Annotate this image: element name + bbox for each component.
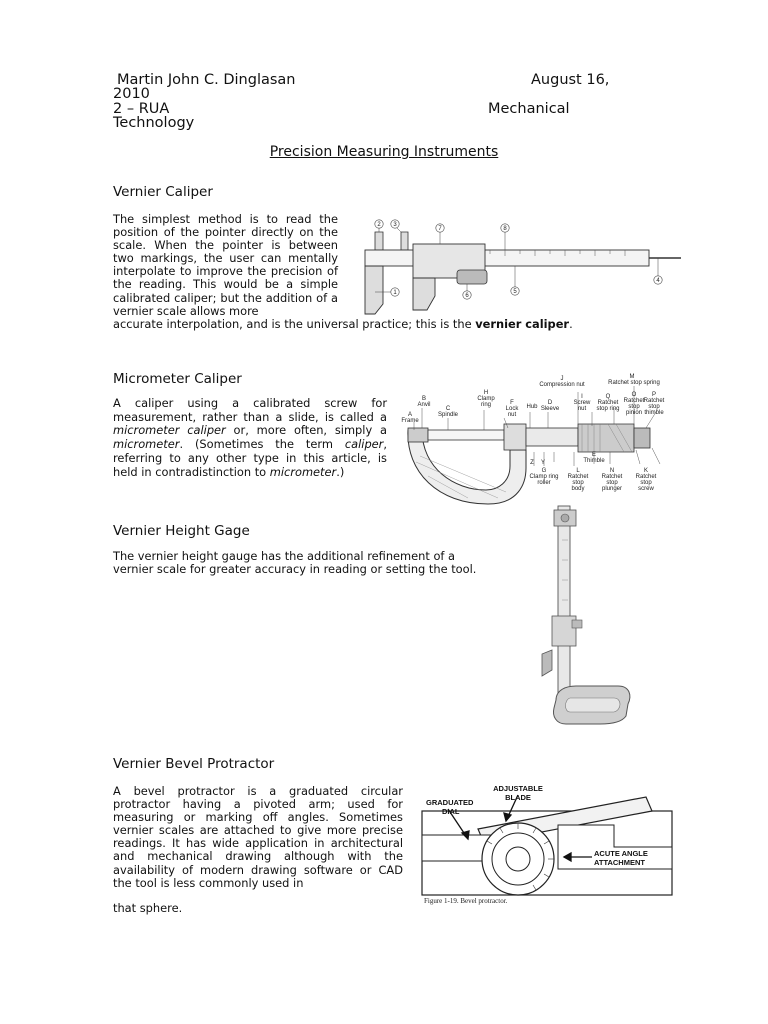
mic-label-thimble-p: thimble (644, 410, 664, 416)
mic-label-i: I (581, 394, 583, 400)
mic-label-stop-l: stop (572, 480, 584, 486)
mic-label-thimble: Thimble (583, 458, 605, 464)
vernier-caliper-text-narrow: The simplest method is to read the position of the pointer directly on the scale. When the pointer is between two markings, the user can mentally interpolate to improve the precision of the reading. This would be a simple calibrated caliper; but the addition of a vernier scale allows more (113, 212, 338, 318)
callout-3: 3 (393, 222, 397, 228)
mic-label-frame: Frame (401, 418, 419, 424)
micrometer-term-2: micrometer (113, 437, 180, 452)
mic-label-screw: Screw (573, 400, 591, 406)
micrometer-text (113, 397, 387, 479)
mic-label-plunger: plunger (601, 486, 623, 492)
mic-label-ratchet-o: Ratchet (623, 398, 645, 404)
micrometer-text-2: or, more often, simply a (225, 423, 387, 438)
mic-label-k: K (643, 468, 649, 474)
height-gage-text: The vernier height gauge has the additional refinement of a vernier scale for greater accuracy in reading or setting the tool. (113, 549, 477, 577)
prot-label-attachment: ATTACHMENT (594, 858, 645, 867)
mic-label-l: L (576, 468, 580, 474)
mic-label-stopring: stop ring (596, 406, 620, 412)
mic-label-ratchet-p: Ratchet (643, 398, 665, 404)
callout-5: 5 (513, 289, 517, 295)
mic-label-z: Z (530, 460, 534, 466)
mic-label-ratchet-n: Ratchet (601, 474, 623, 480)
prot-label-graduated: GRADUATED (426, 798, 474, 807)
mic-label-stop-p: stop (648, 404, 660, 410)
course-line2: Technology (113, 115, 195, 131)
document-title: Precision Measuring Instruments (269, 144, 499, 160)
mic-label-hub: Hub (526, 404, 538, 410)
mic-label-lock: Lock (505, 406, 519, 412)
mic-label-y: Y (540, 460, 546, 466)
mic-label-j: J (560, 376, 564, 382)
micrometer-text-5: .) (336, 464, 345, 479)
prot-label-adjustable: ADJUSTABLE (493, 784, 543, 793)
mic-label-screw-nut: nut (577, 406, 587, 412)
mic-label-ratchet-k: Ratchet (635, 474, 657, 480)
vernier-caliper-figure (345, 218, 685, 318)
heading-vernier-caliper: Vernier Caliper (113, 184, 213, 200)
mic-label-roller: roller (537, 480, 551, 486)
vernier-caliper-text-end: . (569, 317, 573, 331)
mic-label-clamp: Clamp (477, 396, 495, 402)
vernier-caliper-text (113, 213, 338, 318)
prot-label-dial: DIAL (442, 807, 460, 816)
section-code: 2 – RUA (113, 101, 170, 117)
mic-label-g: G (541, 468, 547, 474)
vernier-caliper-text-continued (113, 318, 643, 331)
micrometer-figure (398, 372, 666, 510)
vernier-caliper-term: vernier caliper (475, 317, 570, 331)
heading-height-gage: Vernier Height Gage (113, 523, 250, 539)
mic-label-n: N (609, 468, 615, 474)
mic-label-b: B (421, 396, 427, 402)
callout-2: 2 (377, 222, 381, 228)
prot-label-acute: ACUTE ANGLE (594, 849, 648, 858)
micrometer-term-3: caliper (344, 437, 384, 452)
heading-bevel-protractor: Vernier Bevel Protractor (113, 756, 275, 772)
micrometer-text-1: A caliper using a calibrated screw for measurement, rather than a slide, is called a (113, 396, 387, 424)
mic-label-screw-k: screw (638, 486, 654, 492)
heading-micrometer: Micrometer Caliper (113, 371, 242, 387)
mic-label-ratchet-q: Ratchet (597, 400, 619, 406)
mic-label-stop-n: stop (606, 480, 618, 486)
mic-label-stop-k: stop (640, 480, 652, 486)
micrometer-text-3: . (Sometimes the term (179, 437, 345, 452)
mic-label-c: C (445, 406, 451, 412)
prot-caption: Figure 1-19. Bevel protractor. (424, 897, 508, 905)
height-gage-figure (540, 500, 635, 728)
mic-label-sleeve: Sleeve (540, 406, 560, 412)
mic-label-a: A (407, 412, 413, 418)
mic-label-o: O (631, 392, 637, 398)
mic-label-f: F (510, 400, 514, 406)
mic-label-body: body (571, 486, 585, 492)
date-line1: August 16, (531, 72, 610, 88)
mic-label-nut: nut (507, 412, 517, 418)
protractor-text-last: that sphere. (113, 901, 183, 915)
mic-label-d: D (547, 400, 553, 406)
mic-label-p: P (651, 392, 657, 398)
mic-label-compression: Compression nut (539, 382, 585, 388)
mic-label-ratchet-l: Ratchet (567, 474, 589, 480)
micrometer-text-4: , referring to any other type in this article, is held in contradistinction to (113, 437, 387, 479)
course-line1: Mechanical (488, 101, 570, 117)
mic-label-m: M (629, 374, 635, 380)
micrometer-term-4: micrometer (269, 464, 337, 479)
mic-label-pinion: pinion (625, 410, 643, 416)
mic-label-stop-o: stop (628, 404, 640, 410)
callout-4: 4 (656, 278, 660, 284)
callout-8: 8 (503, 226, 507, 232)
callout-1: 1 (393, 290, 397, 296)
protractor-text: A bevel protractor is a graduated circular protractor having a pivoted arm; used for measuring or marking off angles. Sometimes vernier scales are attached to give more precise readings. It has wide application in architectural and mechanical drawing although with the availability of modern drawing software or CAD the tool is less commonly used in (113, 784, 403, 890)
mic-label-spring: Ratchet stop spring (608, 380, 660, 386)
mic-label-clampring: Clamp ring (529, 474, 559, 480)
author-name: Martin John C. Dinglasan (117, 72, 296, 88)
date-line2: 2010 (113, 86, 150, 102)
micrometer-term-1: micrometer caliper (113, 423, 226, 438)
vernier-caliper-text-full: accurate interpolation, and is the universal practice; this is the (113, 317, 476, 331)
mic-label-anvil: Anvil (417, 402, 431, 408)
mic-label-ring: ring (480, 402, 492, 408)
prot-label-blade: BLADE (505, 793, 531, 802)
mic-label-e: E (591, 452, 597, 458)
callout-7: 7 (438, 226, 442, 232)
callout-6: 6 (465, 293, 469, 299)
mic-label-h: H (483, 390, 489, 396)
bevel-protractor-figure (418, 781, 680, 907)
mic-label-q: Q (605, 394, 611, 400)
mic-label-spindle: Spindle (437, 412, 459, 418)
